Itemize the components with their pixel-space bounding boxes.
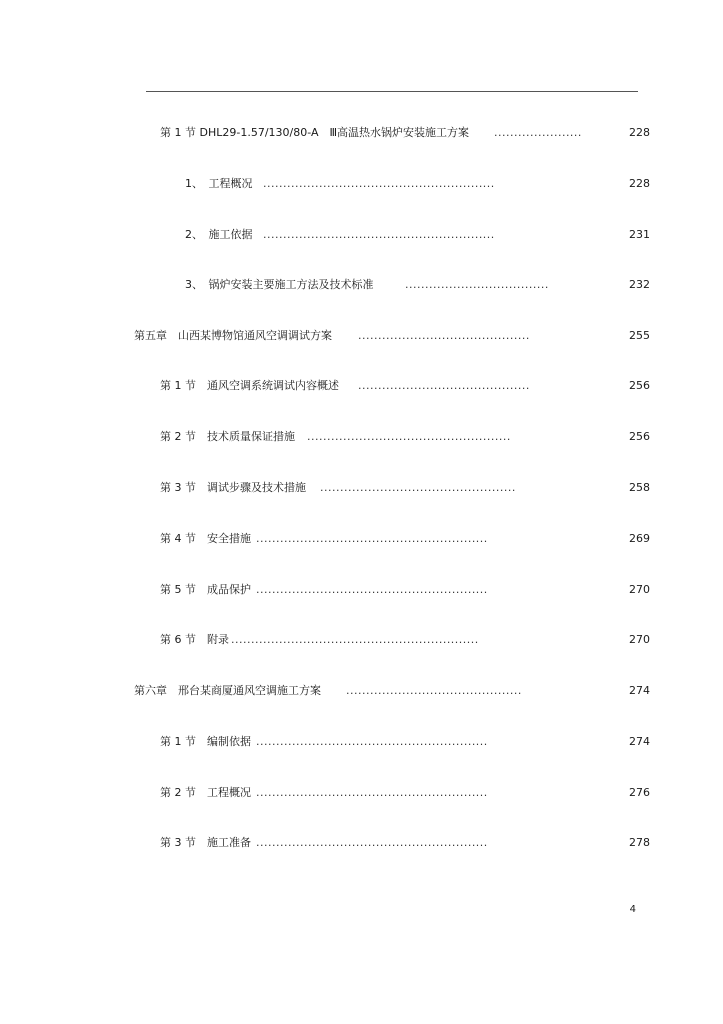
toc-entry-title: 1、 工程概况 bbox=[185, 177, 253, 190]
toc-entry-title: 第 2 节 技术质量保证措施 bbox=[160, 430, 295, 443]
toc-leader-dots: .............................................................. bbox=[231, 633, 479, 646]
toc-entry-title: 第 1 节 编制依据 bbox=[160, 735, 251, 748]
toc-page-number: 228 bbox=[629, 177, 650, 190]
toc-entry-ch5-section-5[interactable] bbox=[0, 580, 723, 600]
toc-page-number: 228 bbox=[629, 126, 650, 139]
toc-leader-dots: .......................................................... bbox=[256, 532, 488, 545]
toc-entry-title: 第 1 节 DHL29-1.57/130/80-A Ⅲ高温热水锅炉安装施工方案 bbox=[160, 126, 470, 139]
toc-entry-chapter-6[interactable] bbox=[0, 681, 723, 701]
toc-leader-dots: .......................................................... bbox=[256, 786, 488, 799]
toc-page-number: 278 bbox=[629, 836, 650, 849]
toc-entry-ch5-section-3[interactable] bbox=[0, 478, 723, 498]
toc-entry-title: 第六章 邢台某商厦通风空调施工方案 bbox=[134, 684, 321, 697]
toc-entry-ch5-section-2[interactable] bbox=[0, 427, 723, 447]
toc-entry-title: 3、 锅炉安装主要施工方法及技术标准 bbox=[185, 278, 374, 291]
header-rule bbox=[146, 91, 638, 92]
toc-entry-title: 第 3 节 调试步骤及技术措施 bbox=[160, 481, 306, 494]
toc-leader-dots: .......................................................... bbox=[256, 735, 488, 748]
toc-leader-dots: ............................................ bbox=[346, 684, 522, 697]
toc-page-number: 274 bbox=[629, 684, 650, 697]
toc-entry-item-1[interactable] bbox=[0, 174, 723, 194]
toc-entry-title: 第 2 节 工程概况 bbox=[160, 786, 251, 799]
toc-page-number: 231 bbox=[629, 228, 650, 241]
toc-leader-dots: ........................................... bbox=[358, 329, 530, 342]
toc-leader-dots: .......................................................... bbox=[256, 836, 488, 849]
toc-entry-ch6-section-2[interactable] bbox=[0, 783, 723, 803]
toc-entry-title: 第五章 山西某博物馆通风空调调试方案 bbox=[134, 329, 332, 342]
toc-leader-dots: .................................... bbox=[405, 278, 549, 291]
toc-entry-chapter-5[interactable] bbox=[0, 326, 723, 346]
toc-entry-title: 第 3 节 施工准备 bbox=[160, 836, 251, 849]
toc-leader-dots: .......................................................... bbox=[263, 228, 495, 241]
toc-leader-dots: ........................................... bbox=[358, 379, 530, 392]
toc-page-number: 256 bbox=[629, 379, 650, 392]
toc-page-number: 256 bbox=[629, 430, 650, 443]
toc-entry-title: 2、 施工依据 bbox=[185, 228, 253, 241]
toc-leader-dots: ................................................... bbox=[307, 430, 511, 443]
toc-entry-title: 第 4 节 安全措施 bbox=[160, 532, 251, 545]
toc-page-number: 232 bbox=[629, 278, 650, 291]
toc-entry-section-1-boiler[interactable] bbox=[0, 123, 723, 143]
toc-entry-title: 第 1 节 通风空调系统调试内容概述 bbox=[160, 379, 339, 392]
toc-page-number: 255 bbox=[629, 329, 650, 342]
toc-entry-ch6-section-1[interactable] bbox=[0, 732, 723, 752]
toc-page-number: 270 bbox=[629, 583, 650, 596]
toc-entry-title: 第 6 节 附录 bbox=[160, 633, 229, 646]
toc-entry-item-2[interactable] bbox=[0, 225, 723, 245]
toc-entry-ch5-section-4[interactable] bbox=[0, 529, 723, 549]
toc-leader-dots: ...................... bbox=[494, 126, 582, 139]
toc-leader-dots: ................................................. bbox=[320, 481, 516, 494]
page-number: 4 bbox=[629, 904, 636, 915]
toc-entry-ch5-section-6[interactable] bbox=[0, 630, 723, 650]
toc-entry-title: 第 5 节 成品保护 bbox=[160, 583, 251, 596]
toc-page-number: 270 bbox=[629, 633, 650, 646]
toc-entry-item-3[interactable] bbox=[0, 275, 723, 295]
toc-page-number: 276 bbox=[629, 786, 650, 799]
toc-page-number: 258 bbox=[629, 481, 650, 494]
toc-entry-ch5-section-1[interactable] bbox=[0, 376, 723, 396]
toc-page-number: 274 bbox=[629, 735, 650, 748]
toc-leader-dots: .......................................................... bbox=[256, 583, 488, 596]
toc-leader-dots: .......................................................... bbox=[263, 177, 495, 190]
toc-page-number: 269 bbox=[629, 532, 650, 545]
toc-entry-ch6-section-3[interactable] bbox=[0, 833, 723, 853]
